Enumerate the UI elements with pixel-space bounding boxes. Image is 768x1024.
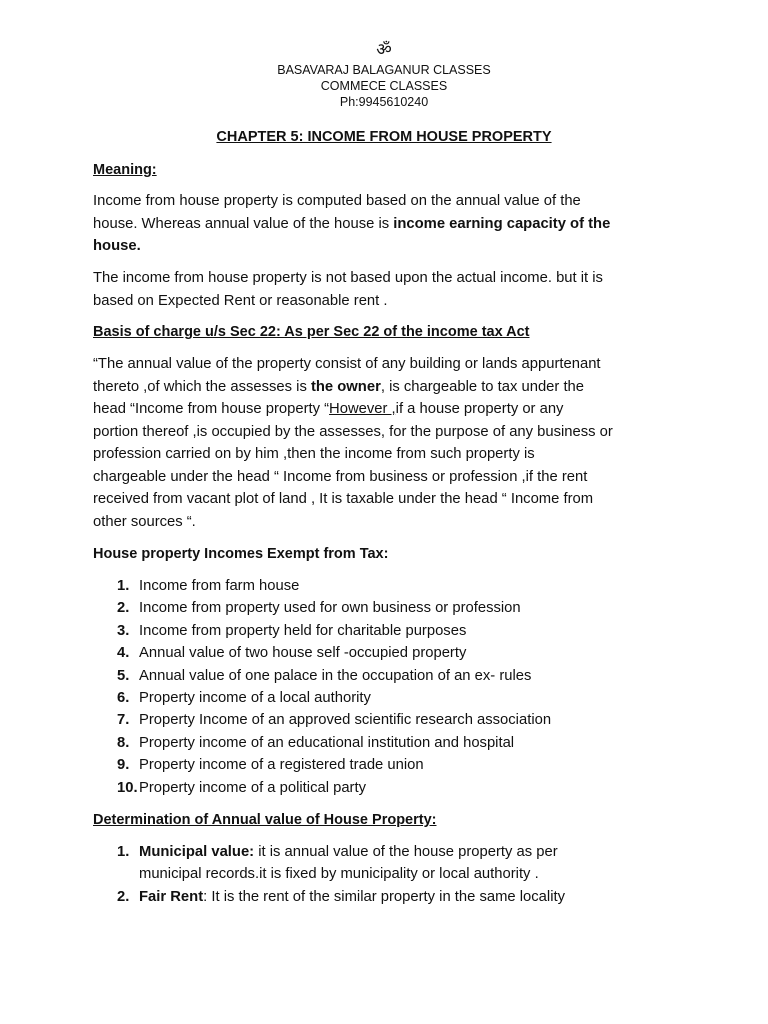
list-item [93,597,551,619]
list-item [93,642,551,664]
exempt-heading: House property Incomes Exempt from Tax: [93,546,389,562]
om-symbol: ॐ [376,40,392,60]
determination-list [93,841,565,908]
chapter-title: CHAPTER 5: INCOME FROM HOUSE PROPERTY [216,129,552,145]
list-text: Property income of a political party [139,779,366,796]
list-text: Annual value of two house self -occupied property [139,645,467,662]
list-text: Income from property used for own business or profession [139,600,521,617]
list-text: it is annual value of the house property as per [254,844,558,860]
basis-line2-b: , is chargeable to tax under the [380,378,585,395]
basis-line3-underline: However , [329,401,396,417]
meaning-p1-line2 [93,213,693,236]
determination-heading: Determination of Annual value of House Property: [93,812,437,828]
header-classes: COMMECE CLASSES [320,79,448,93]
basis-line5: profession carried on by him ,then the income from such property is [93,446,535,462]
list-number: 5. [117,667,130,684]
basis-line6: chargeable under the head “ Income from business or profession ,if the rent [93,468,588,485]
list-number: 10. [117,779,138,796]
list-number: 2. [117,888,130,905]
list-text: Property income of an educational institution and hospital [139,734,515,751]
list-text: Property income of a registered trade union [139,757,424,774]
list-number: 9. [117,757,130,774]
list-text: Income from property held for charitable purposes [139,622,467,639]
list-text: Property income of a local authority [139,690,371,707]
list-item [93,841,565,863]
list-number: 8. [117,734,130,751]
meaning-p2-line2: based on Expected Rent or reasonable rent . [93,292,388,309]
list-number: 1. [117,844,130,860]
list-number: 3. [117,622,130,639]
meaning-p1-line2-text: house. Whereas annual value of the house is [93,215,394,232]
list-text: Income from farm house [139,578,300,594]
list-number: 6. [117,690,130,707]
list-item [93,575,551,597]
list-text: municipal records.it is fixed by municipality or local authority . [139,866,539,883]
list-item [93,709,551,731]
meaning-heading: Meaning: [93,162,157,178]
basis-line3 [93,398,693,421]
list-text: Annual value of one palace in the occupation of an ex- rules [139,667,532,684]
basis-heading: Basis of charge u/s Sec 22: As per Sec 22 of the income tax Act [93,324,530,340]
meaning-p2-line1: The income from house property is not based upon the actual income. but it is [93,270,603,286]
exempt-list [93,575,551,799]
meaning-p1-line2-bold: income earning capacity of the [393,215,611,232]
list-item [93,687,551,709]
list-item [93,665,551,687]
meaning-paragraph-2 [93,267,693,312]
header-phone: Ph:9945610240 [339,95,429,109]
list-item [93,886,565,908]
list-item-continuation [93,863,565,885]
basis-line2-a: thereto ,of which the assesses is [93,378,311,395]
basis-line4: portion thereof ,is occupied by the assesses, for the purpose of any business or [93,423,613,440]
meaning-p1-line3: house. [93,238,141,254]
basis-line3-a: head “Income from house property “ [93,401,330,417]
meaning-p1-line1: Income from house property is computed based on the annual value of the [93,193,581,209]
list-number: 1. [117,578,130,594]
list-bold-term: Municipal value: [139,844,255,860]
basis-line7: received from vacant plot of land , It is taxable under the head “ Income from [93,491,594,507]
meaning-paragraph-1 [93,190,693,258]
list-bold-term: Fair Rent [139,888,204,905]
basis-paragraph [93,353,693,533]
basis-line1: “The annual value of the property consist of any building or lands appurtenant [93,356,601,372]
list-item [93,620,551,642]
list-number: 4. [117,645,130,662]
list-number: 7. [117,712,130,729]
list-item [93,777,551,799]
basis-line3-b: if a house property or any [395,401,564,417]
list-text: Property Income of an approved scientific research association [139,712,552,729]
list-item [93,732,551,754]
list-item [93,754,551,776]
list-text: : It is the rent of the similar property in the same locality [203,888,565,905]
basis-line8: other sources “. [93,513,196,530]
list-number: 2. [117,600,130,617]
basis-line2 [93,376,693,399]
header-institute-name: BASAVARAJ BALAGANUR CLASSES [277,63,491,77]
basis-line2-bold: the owner [310,378,381,395]
